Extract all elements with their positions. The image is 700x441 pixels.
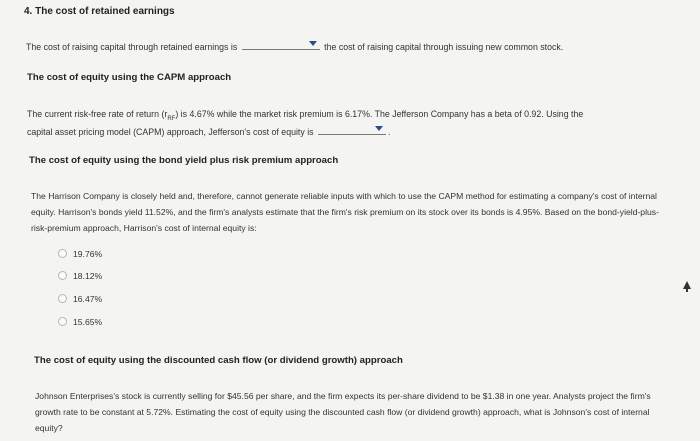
question-title: 4. The cost of retained earnings	[24, 6, 175, 17]
q1-text-after: the cost of raising capital through issuing new common stock.	[324, 42, 564, 52]
q1-text-before: The cost of raising capital through retained earnings is	[26, 42, 238, 52]
option-3-radio[interactable]	[58, 294, 67, 303]
option-1-radio[interactable]	[58, 249, 67, 258]
q1-sentence	[26, 39, 563, 52]
capm-period: .	[388, 127, 391, 137]
option-2-label: 18.12%	[73, 271, 103, 281]
capm-text-2: capital asset pricing model (CAPM) approach, Jefferson's cost of equity is	[27, 127, 314, 137]
capm-line-1	[27, 109, 583, 122]
option-2-radio[interactable]	[58, 271, 67, 280]
dcf-paragraph: Johnson Enterprises's stock is currently selling for $45.56 per share, and the firm expects its per-share dividend to be $1.38 in one year. Analysts project the firm's growth rate to be constant at 5.72%. Estimating the cost of equity using the discounted cash flow (or dividend growth) approach, what is Johnson's cost of internal equity?	[35, 391, 651, 433]
q1-comparison-dropdown[interactable]	[242, 39, 320, 50]
capm-cost-dropdown[interactable]	[318, 124, 386, 135]
bond-paragraph: The Harrison Company is closely held and, therefore, cannot generate reliable inputs with which to use the CAPM method for estimating a company's cost of internal equity. Harrison's bonds yield 11.52%, and the firm's analysts estimate that the firm's risk premium on its stock over its bonds is 4.95%. Based on the bond-yield-plus-risk-premium approach, Harrison's cost of internal equity is:	[31, 191, 659, 233]
option-4-label: 15.65%	[73, 317, 103, 327]
capm-line-2	[27, 124, 390, 137]
capm-text-1a: The current risk-free rate of return (r	[27, 109, 168, 119]
rf-subscript: RF	[167, 115, 176, 122]
capm-text-1b: ) is 4.67% while the market risk premium is 6.17%. The Jefferson Company has a beta of 0.92. Using the	[175, 109, 584, 119]
chevron-down-icon	[309, 41, 317, 46]
option-1-label: 19.76%	[73, 249, 103, 259]
capm-heading: The cost of equity using the CAPM approach	[27, 72, 232, 83]
bond-heading: The cost of equity using the bond yield plus risk premium approach	[29, 155, 339, 166]
option-4-radio[interactable]	[58, 317, 67, 326]
chevron-down-icon	[375, 126, 383, 131]
mouse-cursor-icon	[683, 281, 691, 289]
option-3-label: 16.47%	[73, 294, 103, 304]
dcf-heading: The cost of equity using the discounted cash flow (or dividend growth) approach	[34, 355, 403, 366]
